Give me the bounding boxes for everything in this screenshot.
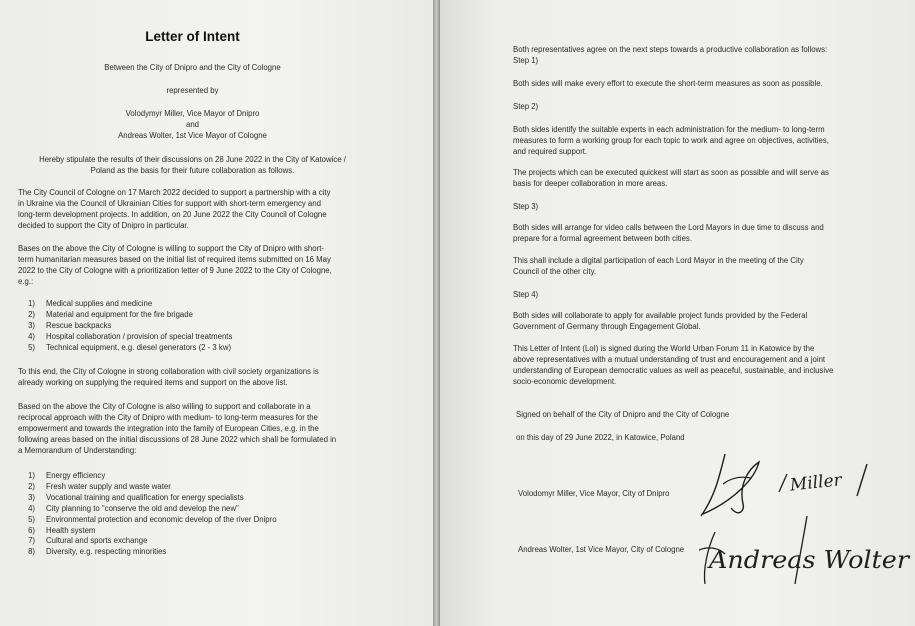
signature-2-text: Andreas Wolter [706, 546, 911, 574]
paragraph-1-line: in Ukraine via the Council of Ukrainian Cities for support with short-term emergency and [18, 199, 321, 208]
step-2-text-line: measures to form a working group for each topic to work and agree on objectives, activities, [513, 136, 829, 145]
step-1-heading: Step 1) [513, 56, 539, 65]
step-2-heading: Step 2) [513, 102, 539, 111]
paragraph-4-line: following areas based on the initial discussions of 28 June 2022 which shall be formulated in [18, 435, 337, 444]
step-3-text2-line: Council of the other city. [513, 267, 597, 276]
signatory-1: Volodomyr Miller, Vice Mayor, City of Dnipro [518, 489, 670, 498]
paragraph-2-line: 2022 to the City of Cologne with a prioritization letter of 9 June 2022 to the City of Cologne, [18, 266, 332, 275]
list-item: 2) Material and equipment for the fire brigade [28, 309, 193, 319]
list-item: 5) Environmental protection and economic develop of the river Dnipro [28, 514, 277, 524]
loi-text-line: above representatives with a mutual understanding of trust and encouragement and a joint [513, 355, 826, 364]
signatory-2: Andreas Wolter, 1st Vice Mayor, City of Cologne [518, 545, 685, 554]
list-item: 2) Fresh water supply and waste water [28, 481, 171, 491]
step-2-text2-line: basis for deeper collaboration in more areas. [513, 179, 668, 188]
step-3-text2-line: This shall include a digital participation of each Lord Mayor in the meeting of the City [513, 256, 804, 265]
letter-page-left [0, 0, 433, 626]
step-3-heading: Step 3) [513, 202, 539, 211]
paragraph-4-line: Based on the above the City of Cologne is also willing to support and collaborate in a [18, 402, 311, 411]
step-1-text: Both sides will make every effort to execute the short-term measures as soon as possible. [513, 79, 823, 88]
and-line: and [185, 120, 199, 129]
list-item: 1) Energy efficiency [28, 471, 106, 480]
loi-text-line: socio-economic development. [513, 377, 617, 386]
list-item: 7) Cultural and sports exchange [28, 536, 148, 546]
paragraph-4-line: empowerment and towards the integration into the family of European Cities, e.g. in the [18, 424, 319, 433]
intro-line: Both representatives agree on the next steps towards a productive collaboration as follows: [513, 45, 828, 54]
letter-page-right [440, 0, 915, 626]
representative-2: Andreas Wolter, 1st Vice Mayor of Cologne [118, 131, 267, 140]
paragraph-2-line: Bases on the above the City of Cologne is willing to support the City of Dnipro with short- [18, 244, 324, 253]
paragraph-1-line: long-term development projects. In addition, on 20 June 2022 the City Council of Cologne [18, 210, 327, 219]
paragraph-1-line: decided to support the City of Dnipro in particular. [18, 221, 189, 230]
represented-by: represented by [166, 86, 219, 95]
list-item: 3) Rescue backpacks [28, 320, 112, 330]
paragraph-2-line: term humanitarian measures based on the initial list of required items submitted on 16 May [18, 255, 331, 264]
list-item: 5) Technical equipment, e.g. diesel generators (2 - 3 kw) [28, 342, 232, 352]
list-item: 4) Hospital collaboration / provision of special treatments [28, 331, 233, 341]
paragraph-2-line: e.g.: [18, 277, 34, 286]
step-3-text-line: prepare for a formal agreement between both cities. [513, 234, 692, 243]
paragraph-4-line: a Memorandum of Understanding: [18, 446, 137, 455]
list-item: 8) Diversity, e.g. respecting minorities [28, 547, 167, 557]
signature-wolter [695, 510, 915, 590]
signed-behalf-line: Signed on behalf of the City of Dnipro and the City of Cologne [516, 410, 730, 419]
list-item: 3) Vocational training and qualification for energy specialists [28, 492, 244, 502]
stipulate-line-1: Hereby stipulate the results of their discussions on 28 June 2022 in the City of Katowice / [39, 155, 346, 164]
page-gutter [433, 0, 440, 626]
stipulate-line-2: Poland as the basis for their future collaboration as follows. [90, 166, 295, 175]
representative-1: Volodymyr Miller, Vice Mayor of Dnipro [125, 109, 260, 118]
step-4-heading: Step 4) [513, 290, 539, 299]
step-2-text2-line: The projects which can be executed quickest will start as soon as possible and will serve as [513, 168, 829, 177]
step-3-text-line: Both sides will arrange for video calls between the Lord Mayors in due time to discuss and [513, 223, 824, 232]
loi-text-line: understanding of European democratic values as well as peaceful, sustainable, and inclusive [513, 366, 834, 375]
list-item: 1) Medical supplies and medicine [28, 299, 153, 308]
long-term-list [18, 471, 277, 558]
paragraph-3-line: already working on supplying the required items and support on the above list. [18, 378, 288, 387]
loi-text-line: This Letter of Intent (LoI) is signed during the World Urban Forum 11 in Katowice by the [513, 344, 815, 353]
step-2-text-line: and required support. [513, 147, 588, 156]
document-title: Letter of Intent [145, 29, 240, 44]
paragraph-4-line: reciprocal approach with the City of Dnipro with medium- to long-term measures for the [18, 413, 318, 422]
list-item: 6) Health system [28, 525, 96, 535]
signed-date-line: on this day of 29 June 2022, in Katowice, Poland [516, 433, 685, 442]
step-2-text-line: Both sides identify the suitable experts in each administration for the medium- to long-term [513, 125, 825, 134]
parties-line: Between the City of Dnipro and the City of Cologne [104, 63, 281, 72]
step-4-text-line: Government of Germany through Engagement Global. [513, 322, 701, 331]
paragraph-1-line: The City Council of Cologne on 17 March 2022 decided to support a partnership with a city [18, 188, 331, 197]
step-4-text-line: Both sides will collaborate to apply for available project funds provided by the Federal [513, 311, 808, 320]
paragraph-3-line: To this end, the City of Cologne in strong collaboration with civil society organizations is [18, 367, 319, 376]
short-term-list [18, 299, 232, 354]
signature-1-text: Miller [788, 470, 843, 496]
list-item: 4) City planning to "conserve the old and develop the new" [28, 503, 239, 513]
